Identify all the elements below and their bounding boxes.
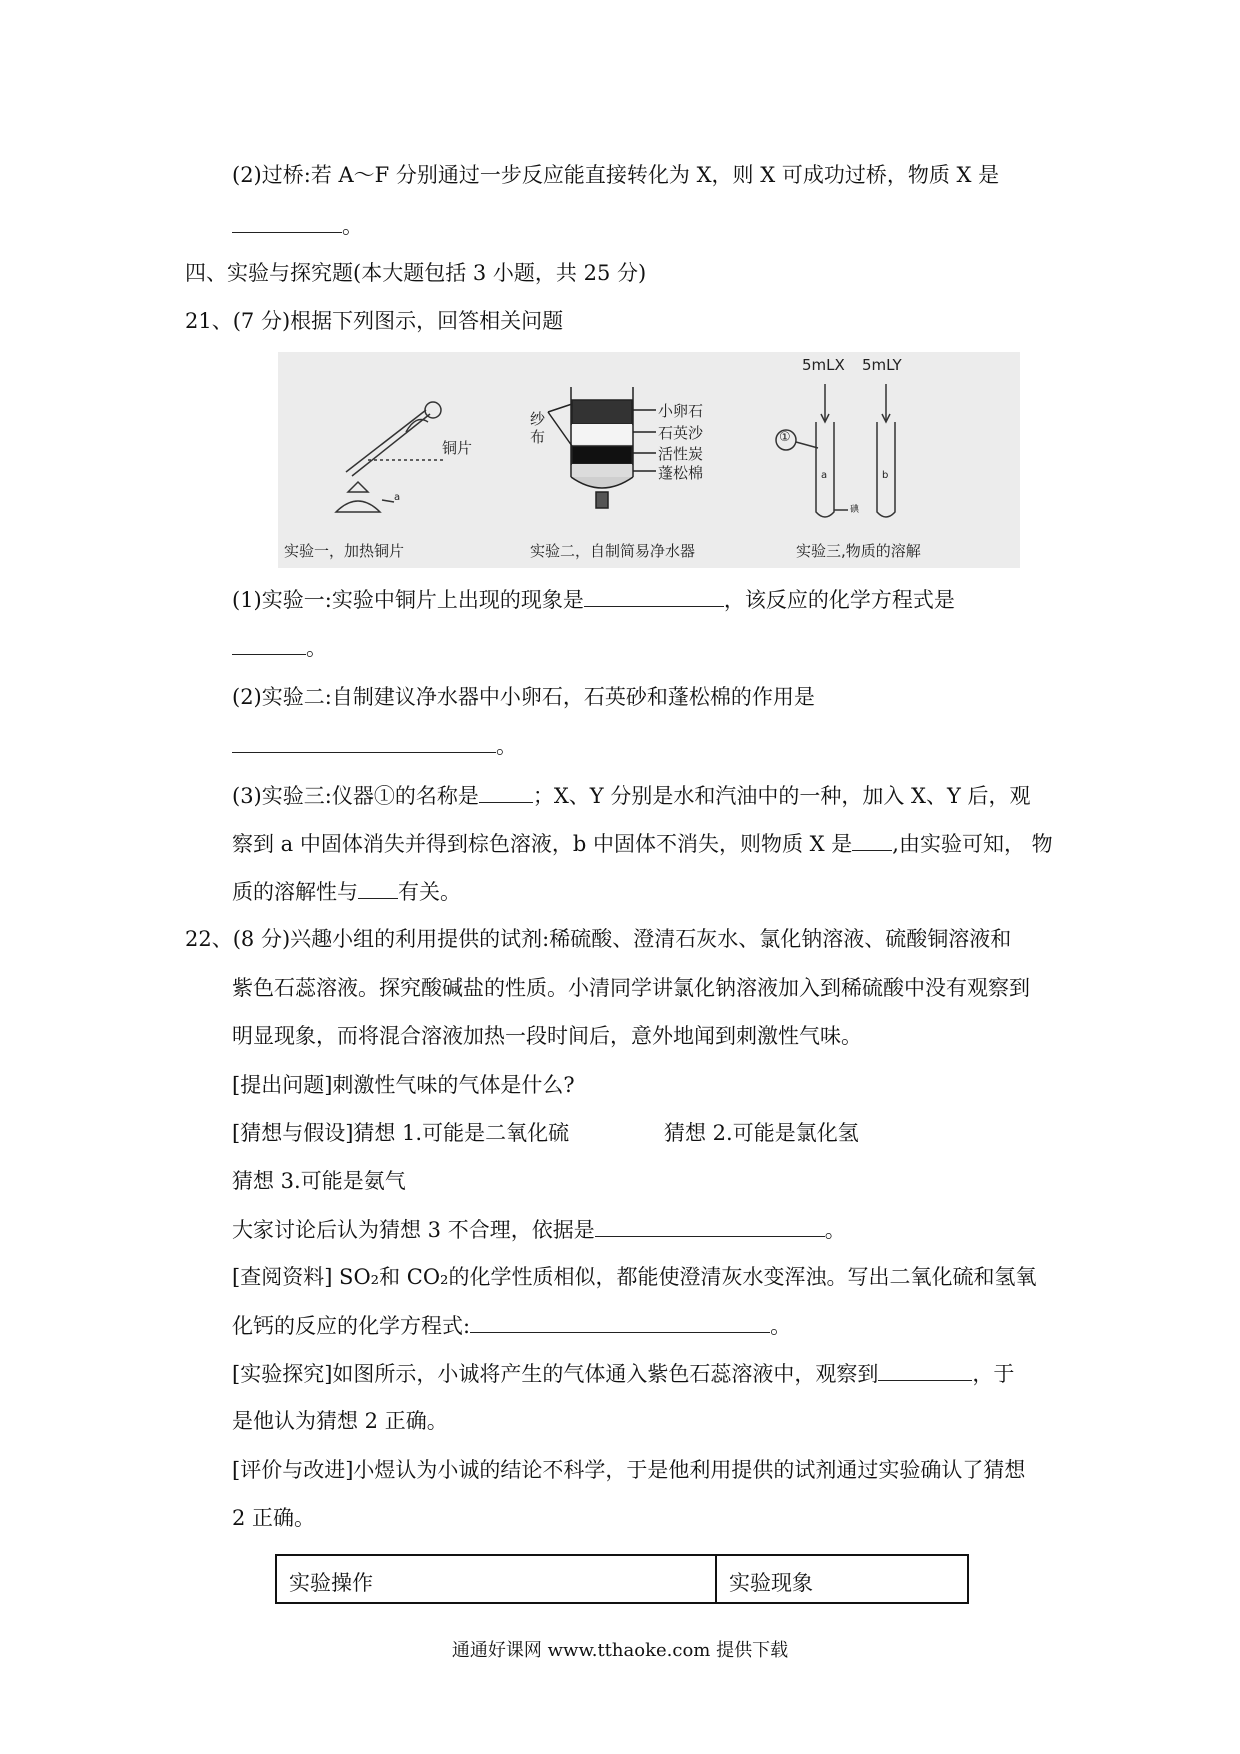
q22-evaluation-2: 2 正确。	[232, 1506, 316, 1530]
exp2-layer-1: 小卵石	[658, 402, 704, 420]
answer-blank[interactable]	[232, 210, 342, 233]
q22-discussion: 大家讨论后认为猜想 3 不合理，依据是 。	[232, 1214, 846, 1245]
answer-blank[interactable]	[232, 632, 306, 655]
answer-blank[interactable]	[232, 730, 496, 753]
q22-hypothesis-2: 猜想 2.可能是氯化氢	[664, 1121, 859, 1145]
exp3-bottom-label: 碘	[850, 505, 860, 515]
q22-hypothesis-3: 猜想 3.可能是氨气	[232, 1169, 406, 1193]
exp3-tube-a: a	[821, 470, 828, 481]
answer-blank[interactable]	[584, 584, 724, 607]
answer-blank[interactable]	[878, 1358, 972, 1381]
q22-experiment-1: [实验探究]如图所示，小诚将产生的气体通入紫色石蕊溶液中，观察到 ，于	[232, 1358, 1014, 1389]
exp1-apparatus	[336, 402, 443, 512]
exp3-caption: 实验三,物质的溶解	[796, 542, 921, 560]
q21-part2-cont: 。	[232, 730, 517, 761]
q22-reference-1: [查阅资料] SO₂和 CO₂的化学性质相似，都能使澄清灰水变浑浊。写出二氧化硫和氢氧	[232, 1265, 1037, 1289]
q21-figure	[278, 352, 1020, 568]
answer-blank[interactable]	[470, 1310, 770, 1333]
q21-part3-line2: 察到 a 中固体消失并得到棕色溶液，b 中固体不消失，则物质 X 是 ,由实验可知， 物	[232, 828, 1053, 859]
q20-part2-text: (2)过桥:若 A～F 分别通过一步反应能直接转化为 X，则 X 可成功过桥，物质 X 是	[232, 163, 1000, 187]
q22-line2: 紫色石蕊溶液。探究酸碱盐的性质。小清同学讲氯化钠溶液加入到稀硫酸中没有观察到	[232, 976, 1030, 1000]
exp3-tube-b: b	[882, 470, 889, 481]
q21-part2: (2)实验二:自制建议净水器中小卵石，石英砂和蓬松棉的作用是	[232, 685, 815, 709]
table-header-operation: 实验操作	[289, 1571, 373, 1595]
q21-part1: (1)实验一:实验中铜片上出现的现象是 ，该反应的化学方程式是	[232, 584, 955, 615]
exp3-marker: ①	[779, 430, 791, 445]
q21-part3-line1: (3)实验三:仪器①的名称是 ；X、Y 分别是水和汽油中的一种，加入 X、Y 后，观	[232, 780, 1030, 811]
q22-line3: 明显现象，而将混合溶液加热一段时间后，意外地闻到刺激性气味。	[232, 1024, 862, 1048]
exp1-small-label: a	[394, 492, 401, 503]
q22-question: [提出问题]刺激性气味的气体是什么?	[232, 1073, 575, 1097]
exp1-caption: 实验一，加热铜片	[284, 542, 405, 560]
answer-blank[interactable]	[358, 876, 398, 899]
exp2-side-label-1: 纱	[530, 410, 546, 428]
answer-blank[interactable]	[595, 1214, 825, 1237]
answer-blank[interactable]	[479, 780, 533, 803]
exp1-label: 铜片	[442, 439, 473, 457]
q22-line1: 22、(8 分)兴趣小组的利用提供的试剂:稀硫酸、澄清石灰水、氯化钠溶液、硫酸铜溶液和	[185, 927, 1012, 951]
q22-hypothesis-1: [猜想与假设]猜想 1.可能是二氧化硫	[232, 1121, 570, 1145]
exp3-tubes	[776, 384, 895, 517]
q22-experiment-2: 是他认为猜想 2 正确。	[232, 1409, 448, 1433]
page-footer: 通通好课网 www.tthaoke.com 提供下载	[451, 1640, 789, 1661]
exp3-label-x: 5mLX	[802, 356, 845, 374]
exp2-purifier	[548, 387, 656, 508]
experiment-illustrations	[278, 352, 1020, 568]
section-heading: 四、实验与探究题(本大题包括 3 小题，共 25 分)	[185, 261, 647, 285]
q22-reference-2: 化钙的反应的化学方程式: 。	[232, 1310, 791, 1341]
q21-part3-line3: 质的溶解性与 有关。	[232, 876, 461, 907]
q20-part2-answer: 。	[232, 210, 363, 241]
exp2-caption: 实验二，自制简易净水器	[530, 542, 696, 560]
q21-part1-cont: 。	[232, 632, 327, 663]
table-header-phenomenon: 实验现象	[729, 1571, 813, 1595]
table-header-operation-cell	[277, 1556, 717, 1602]
exp2-layer-2: 石英沙	[658, 424, 704, 442]
exp3-label-y: 5mLY	[862, 356, 902, 374]
experiment-table	[275, 1554, 969, 1604]
exp2-side-label-2: 布	[530, 428, 546, 446]
answer-blank[interactable]	[852, 828, 892, 851]
q21-title: 21、(7 分)根据下列图示，回答相关问题	[185, 309, 564, 333]
q22-evaluation-1: [评价与改进]小煜认为小诚的结论不科学，于是他利用提供的试剂通过实验确认了猜想	[232, 1458, 1026, 1482]
exp2-layer-3: 活性炭	[658, 445, 704, 463]
exp2-layer-4: 蓬松棉	[658, 464, 704, 482]
